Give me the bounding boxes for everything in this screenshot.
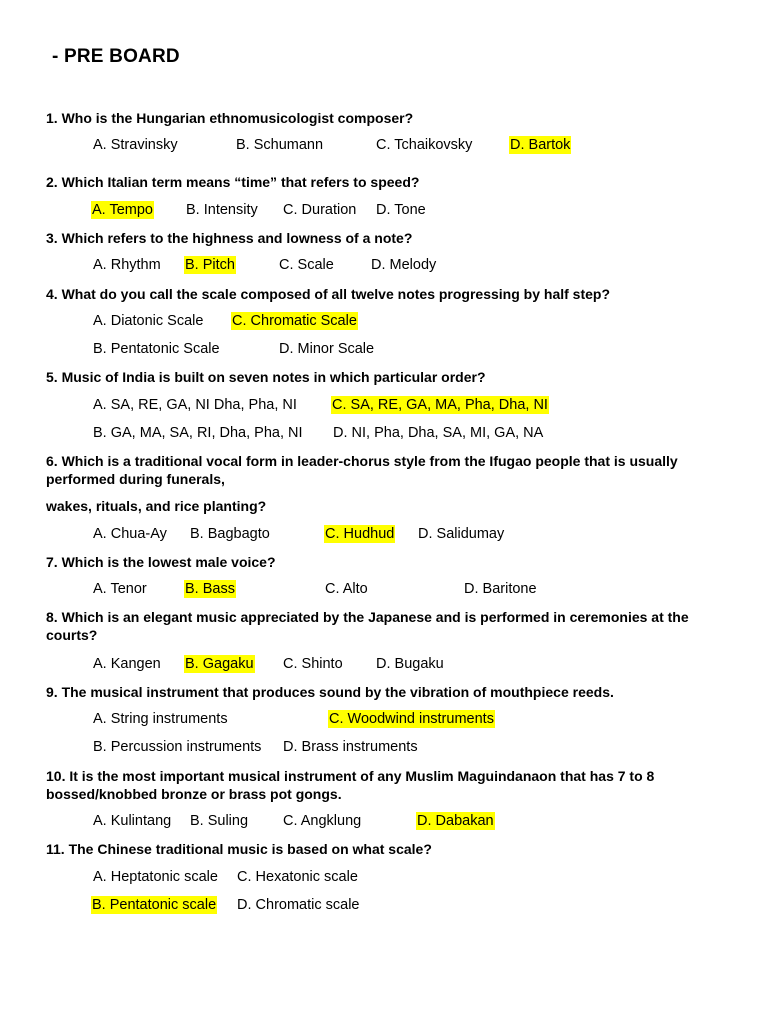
q1-option-a: A. Stravinsky (93, 137, 178, 153)
question-6: 6. Which is a traditional vocal form in leader-chorus style from the Ifugao people that is usually performed during funerals, (46, 453, 678, 487)
question-9: 9. The musical instrument that produces sound by the vibration of mouthpiece reeds. (46, 684, 614, 700)
q9-option-a: A. String instruments (93, 711, 228, 727)
q10-answer-highlight: D. Dabakan (417, 813, 494, 829)
q3-option-a: A. Rhythm (93, 257, 161, 273)
q4-option-b: B. Pentatonic Scale (93, 341, 220, 357)
q8-option-d: D. Bugaku (376, 656, 444, 672)
q11-option-c: C. Hexatonic scale (237, 869, 358, 885)
q3-answer-highlight: B. Pitch (185, 257, 235, 273)
q11-option-a: A. Heptatonic scale (93, 869, 218, 885)
q6-option-d: D. Salidumay (418, 526, 505, 542)
q3-option-c: C. Scale (279, 257, 334, 273)
q7-option-c: C. Alto (325, 581, 368, 597)
q10-option-c: C. Angklung (283, 813, 362, 829)
q11-option-d: D. Chromatic scale (237, 897, 360, 913)
q5-answer-highlight: C. SA, RE, GA, MA, Pha, Dha, NI (332, 397, 548, 413)
question-5: 5. Music of India is built on seven notes in which particular order? (46, 369, 486, 385)
q5-option-d: D. NI, Pha, Dha, SA, MI, GA, NA (333, 425, 544, 441)
q2-option-d: D. Tone (376, 202, 426, 218)
q8-option-c: C. Shinto (283, 656, 343, 672)
question-11: 11. The Chinese traditional music is based on what scale? (46, 841, 432, 857)
q9-answer-highlight: C. Woodwind instruments (329, 711, 494, 727)
q2-option-b: B. Intensity (186, 202, 258, 218)
q10-option-b: B. Suling (190, 813, 249, 829)
q7-option-a: A. Tenor (93, 581, 147, 597)
q10-option-a: A. Kulintang (93, 813, 172, 829)
question-7: 7. Which is the lowest male voice? (46, 554, 276, 570)
page-title: - PRE BOARD (52, 46, 180, 67)
question-2: 2. Which Italian term means “time” that refers to speed? (46, 174, 420, 190)
question-8: 8. Which is an elegant music appreciated by the Japanese and is performed in ceremonies at the courts? (46, 609, 689, 643)
q6-option-b: B. Bagbagto (190, 526, 270, 542)
question-10: 10. It is the most important musical instrument of any Muslim Maguindanaon that has 7 to 8 bossed/knobbed bronze or brass pot gongs. (46, 768, 655, 802)
q7-option-d: D. Baritone (464, 581, 537, 597)
q3-option-d: D. Melody (371, 257, 437, 273)
q1-option-b: B. Schumann (236, 137, 324, 153)
q11-answer-highlight: B. Pentatonic scale (92, 897, 217, 913)
q6-answer-highlight: C. Hudhud (325, 526, 395, 542)
q1-answer-highlight: D. Bartok (510, 137, 571, 153)
q9-option-d: D. Brass instruments (283, 739, 418, 755)
question-6-continued: wakes, rituals, and rice planting? (46, 498, 267, 514)
q2-option-c: C. Duration (283, 202, 357, 218)
q7-answer-highlight: B. Bass (185, 581, 235, 597)
question-4: 4. What do you call the scale composed of all twelve notes progressing by half step? (46, 286, 611, 302)
q1-option-c: C. Tchaikovsky (376, 137, 473, 153)
q9-option-b: B. Percussion instruments (93, 739, 262, 755)
q4-option-d: D. Minor Scale (279, 341, 375, 357)
q4-answer-highlight: C. Chromatic Scale (232, 313, 357, 329)
question-1: 1. Who is the Hungarian ethnomusicologist composer? (46, 110, 414, 126)
q4-option-a: A. Diatonic Scale (93, 313, 204, 329)
q2-answer-highlight: A. Tempo (92, 202, 153, 218)
q8-answer-highlight: B. Gagaku (185, 656, 254, 672)
question-3: 3. Which refers to the highness and lowness of a note? (46, 230, 413, 246)
q5-option-a: A. SA, RE, GA, NI Dha, Pha, NI (93, 397, 297, 413)
q6-option-a: A. Chua-Ay (93, 526, 167, 542)
q5-option-b: B. GA, MA, SA, RI, Dha, Pha, NI (93, 425, 303, 441)
q8-option-a: A. Kangen (93, 656, 161, 672)
